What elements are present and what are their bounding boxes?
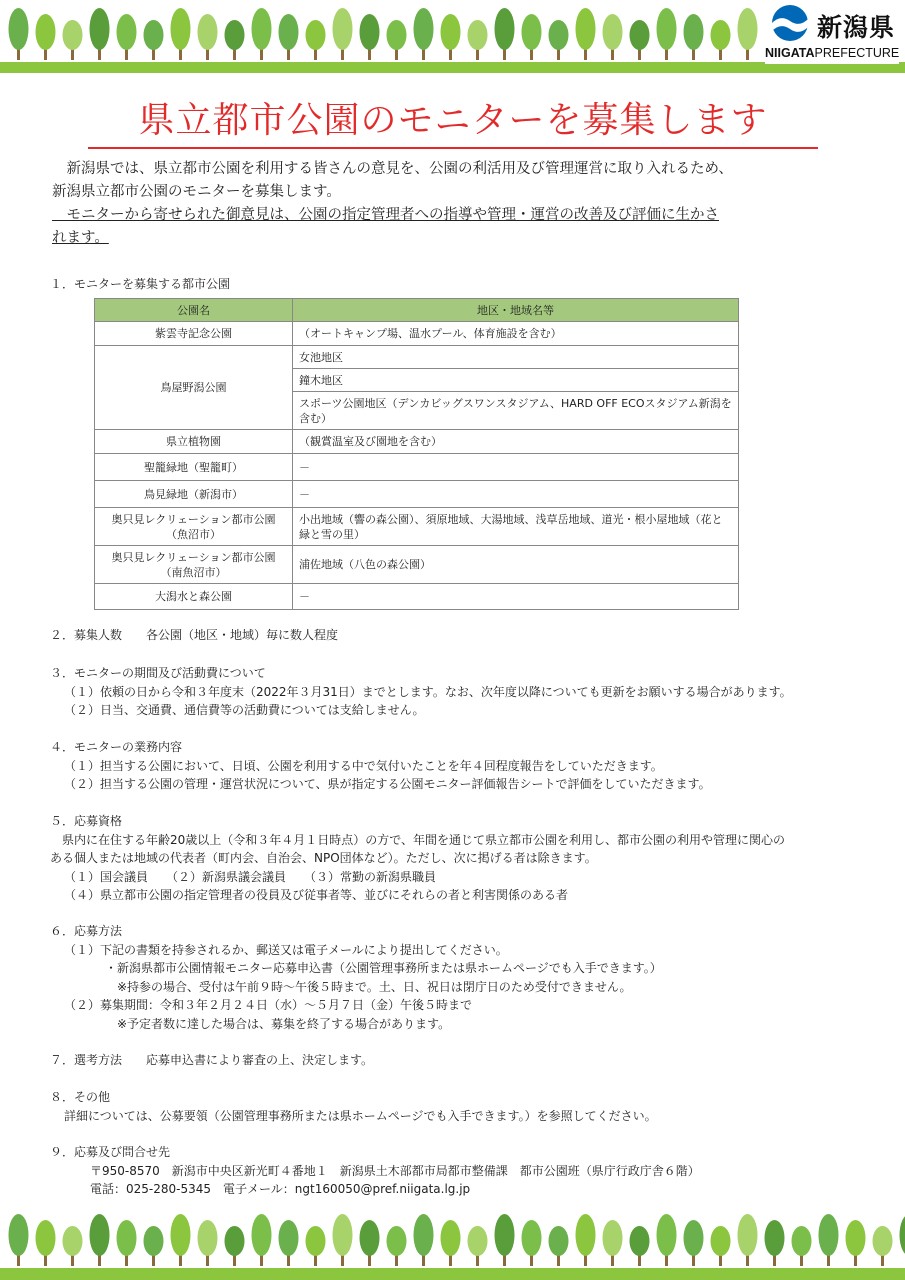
section-line: （１）国会議員 （２）新潟県議会議員 （３）常勤の新潟県職員 xyxy=(64,869,437,884)
tree-icon xyxy=(657,8,677,60)
tree-icon xyxy=(549,20,569,60)
section-line: （１）担当する公園において、日頃、公園を利用する中で気付いたことを年４回程度報告をしていただきます。 xyxy=(64,758,663,773)
tree-icon xyxy=(414,1214,434,1266)
tree-icon xyxy=(603,1220,623,1266)
park-area: （オートキャンプ場、温水プール、体育施設を含む） xyxy=(293,322,739,346)
tree-icon xyxy=(225,20,245,60)
park-name: 紫雲寺記念公園 xyxy=(95,322,293,346)
tree-icon xyxy=(279,14,299,60)
intro-line: れます。 xyxy=(52,230,109,246)
tree-icon xyxy=(900,1214,905,1266)
tree-icon xyxy=(495,1214,515,1266)
table-row xyxy=(95,454,739,481)
section-line: 詳細については、公募要領（公園管理事務所または県ホームページでも入手できます。）を参照してください。 xyxy=(64,1108,657,1123)
section-heading: ５．応募資格 xyxy=(50,814,123,828)
tree-icon xyxy=(603,14,623,60)
table-row xyxy=(95,546,739,584)
section-4 xyxy=(50,738,870,794)
tree-icon xyxy=(657,1214,677,1266)
contact-address: 〒950-8570 新潟市中央区新光町４番地１ 新潟県土木部都市局都市整備課 都市公園班（県庁行政庁舎６階） xyxy=(90,1163,700,1178)
green-bar-bottom xyxy=(0,1268,905,1280)
park-area: 小出地域（響の森公園）、須原地域、大湯地域、浅草岳地域、道光・根小屋地域（花と緑と雪の里） xyxy=(293,508,739,546)
tree-icon xyxy=(387,20,407,60)
tree-icon xyxy=(252,1214,272,1266)
page-title: 県立都市公園のモニターを募集します xyxy=(88,92,818,149)
section-line: （２）募集期間：令和３年２月２４日（水）～５月７日（金）午後５時まで xyxy=(64,998,473,1012)
section-7 xyxy=(50,1051,870,1070)
tree-icon xyxy=(198,1220,218,1266)
park-area: － xyxy=(293,454,739,481)
parks-table xyxy=(94,298,739,610)
logo-name: 新潟県 xyxy=(817,13,896,42)
section-line: （２）担当する公園の管理・運営状況について、県が指定する公園モニター評価報告シートで評価をしていただきます。 xyxy=(64,777,711,791)
park-area: 浦佐地域（八色の森公園） xyxy=(293,546,739,584)
section-8 xyxy=(50,1088,870,1125)
section-line: （１）下記の書類を持参されるか、郵送又は電子メールにより提出してください。 xyxy=(64,942,508,957)
park-area: 女池地区 xyxy=(293,346,739,369)
tree-icon xyxy=(360,14,380,60)
section-heading: １．モニターを募集する都市公園 xyxy=(50,277,231,291)
tree-icon xyxy=(306,1226,326,1266)
section-heading: ４．モニターの業務内容 xyxy=(50,740,183,754)
park-name: 大潟水と森公園 xyxy=(95,584,293,610)
tree-icon xyxy=(171,8,191,60)
tree-icon xyxy=(414,8,434,60)
tree-icon xyxy=(738,1214,758,1266)
tree-border-bottom xyxy=(0,1212,905,1268)
tree-icon xyxy=(252,8,272,60)
tree-icon xyxy=(711,20,731,60)
table-row xyxy=(95,481,739,508)
tree-icon xyxy=(333,1214,353,1266)
table-header-row xyxy=(95,299,739,322)
tree-icon xyxy=(9,8,29,60)
section-heading: ７．選考方法 応募申込書により審査の上、決定します。 xyxy=(50,1053,374,1067)
tree-icon xyxy=(576,1214,596,1266)
tree-icon xyxy=(36,1220,56,1266)
intro-line: 新潟県では、県立都市公園を利用する皆さんの意見を、公園の利活用及び管理運営に取り入れるため、 xyxy=(52,161,733,177)
tree-icon xyxy=(63,20,83,60)
tree-icon xyxy=(576,8,596,60)
tree-icon xyxy=(117,14,137,60)
park-name: 奥只見レクリェーション都市公園（南魚沼市） xyxy=(95,546,293,584)
tree-icon xyxy=(225,1226,245,1266)
section-9 xyxy=(50,1143,870,1199)
tree-icon xyxy=(495,8,515,60)
column-header: 公園名 xyxy=(95,299,293,322)
tree-icon xyxy=(684,14,704,60)
tree-icon xyxy=(738,8,758,60)
park-name: 奥只見レクリェーション都市公園（魚沼市） xyxy=(95,508,293,546)
section-6 xyxy=(50,922,870,1033)
tree-icon xyxy=(9,1214,29,1266)
section-line: ・新潟県都市公園情報モニター応募申込書（公園管理事務所または県ホームページでも入手できます。） xyxy=(105,961,662,975)
park-area: 鐘木地区 xyxy=(293,369,739,392)
section-line: （１）依頼の日から令和３年度末（2022年３月31日）までとします。なお、次年度以降についても更新をお願いする場合があります。 xyxy=(64,684,792,699)
tree-icon xyxy=(630,20,650,60)
tree-icon xyxy=(306,20,326,60)
section-heading: ９．応募及び問合せ先 xyxy=(50,1145,171,1159)
park-area: － xyxy=(293,481,739,508)
prefecture-logo xyxy=(765,2,899,64)
intro-text xyxy=(52,158,852,250)
table-row xyxy=(95,508,739,546)
tree-icon xyxy=(36,14,56,60)
park-name: 鳥見緑地（新潟市） xyxy=(95,481,293,508)
park-name: 聖籠緑地（聖籠町） xyxy=(95,454,293,481)
tree-icon xyxy=(630,1226,650,1266)
tree-icon xyxy=(198,14,218,60)
section-heading: ２．募集人数 各公園（地区・地域）毎に数人程度 xyxy=(50,628,339,642)
section-2 xyxy=(50,626,870,645)
section-heading: ８．その他 xyxy=(50,1090,111,1104)
contact-phone-email: 電話：025-280-5345 電子メール：ngt160050@pref.niigata.lg.jp xyxy=(90,1182,471,1196)
table-row xyxy=(95,430,739,454)
park-name: 鳥屋野潟公園 xyxy=(95,346,293,430)
tree-icon xyxy=(522,1220,542,1266)
tree-icon xyxy=(144,1226,164,1266)
tree-icon xyxy=(360,1220,380,1266)
table-row xyxy=(95,346,739,369)
tree-icon xyxy=(333,8,353,60)
tree-icon xyxy=(684,1220,704,1266)
tree-icon xyxy=(441,1220,461,1266)
section-5 xyxy=(50,812,870,905)
tree-icon xyxy=(819,1214,839,1266)
tree-icon xyxy=(765,1220,785,1266)
tree-icon xyxy=(468,1226,488,1266)
column-header: 地区・地域名等 xyxy=(293,299,739,322)
tree-icon xyxy=(522,14,542,60)
park-area: スポーツ公園地区（デンカビッグスワンスタジアム、HARD OFF ECOスタジアム新潟を含む） xyxy=(293,392,739,430)
section-3 xyxy=(50,664,870,720)
tree-icon xyxy=(90,1214,110,1266)
park-name: 県立植物園 xyxy=(95,430,293,454)
tree-icon xyxy=(549,1226,569,1266)
section-heading: ３．モニターの期間及び活動費について xyxy=(50,666,266,680)
tree-icon xyxy=(468,20,488,60)
table-row xyxy=(95,584,739,610)
intro-line: モニターから寄せられた御意見は、公園の指定管理者への指導や管理・運営の改善及び評価に生かさ xyxy=(52,207,719,223)
table-row xyxy=(95,322,739,346)
tree-icon xyxy=(63,1226,83,1266)
tree-icon xyxy=(144,20,164,60)
section-line: ※持参の場合、受付は午前９時～午後５時まで。土、日、祝日は閉庁日のため受付できません。 xyxy=(117,979,632,994)
tree-icon xyxy=(441,14,461,60)
tree-icon xyxy=(711,1226,731,1266)
section-1 xyxy=(50,275,870,294)
tree-icon xyxy=(846,1220,866,1266)
section-line: ※予定者数に達した場合は、募集を終了する場合があります。 xyxy=(117,1016,451,1031)
logo-subtitle: NIIGATAPREFECTURE xyxy=(765,46,900,60)
park-area: （観賞温室及び園地を含む） xyxy=(293,430,739,454)
tree-icon xyxy=(117,1220,137,1266)
section-line: ある個人または地域の代表者（町内会、自治会、NPO団体など）。ただし、次に掲げる者は除きます。 xyxy=(50,851,597,865)
section-heading: ６．応募方法 xyxy=(50,924,123,938)
niigata-logo-icon xyxy=(767,4,813,42)
park-area: － xyxy=(293,584,739,610)
tree-icon xyxy=(279,1220,299,1266)
tree-icon xyxy=(90,8,110,60)
tree-icon xyxy=(792,1226,812,1266)
section-line: 県内に在住する年齢20歳以上（令和３年４月１日時点）の方で、年間を通じて県立都市公園を利用し、都市公園の利用や管理に関心の xyxy=(50,832,786,847)
intro-line: 新潟県立都市公園のモニターを募集します。 xyxy=(52,184,341,200)
tree-icon xyxy=(873,1226,893,1266)
tree-icon xyxy=(387,1226,407,1266)
tree-icon xyxy=(171,1214,191,1266)
section-line: （４）県立都市公園の指定管理者の役員及び従事者等、並びにそれらの者と利害関係のある者 xyxy=(64,888,569,902)
section-line: （２）日当、交通費、通信費等の活動費については支給しません。 xyxy=(64,703,425,717)
